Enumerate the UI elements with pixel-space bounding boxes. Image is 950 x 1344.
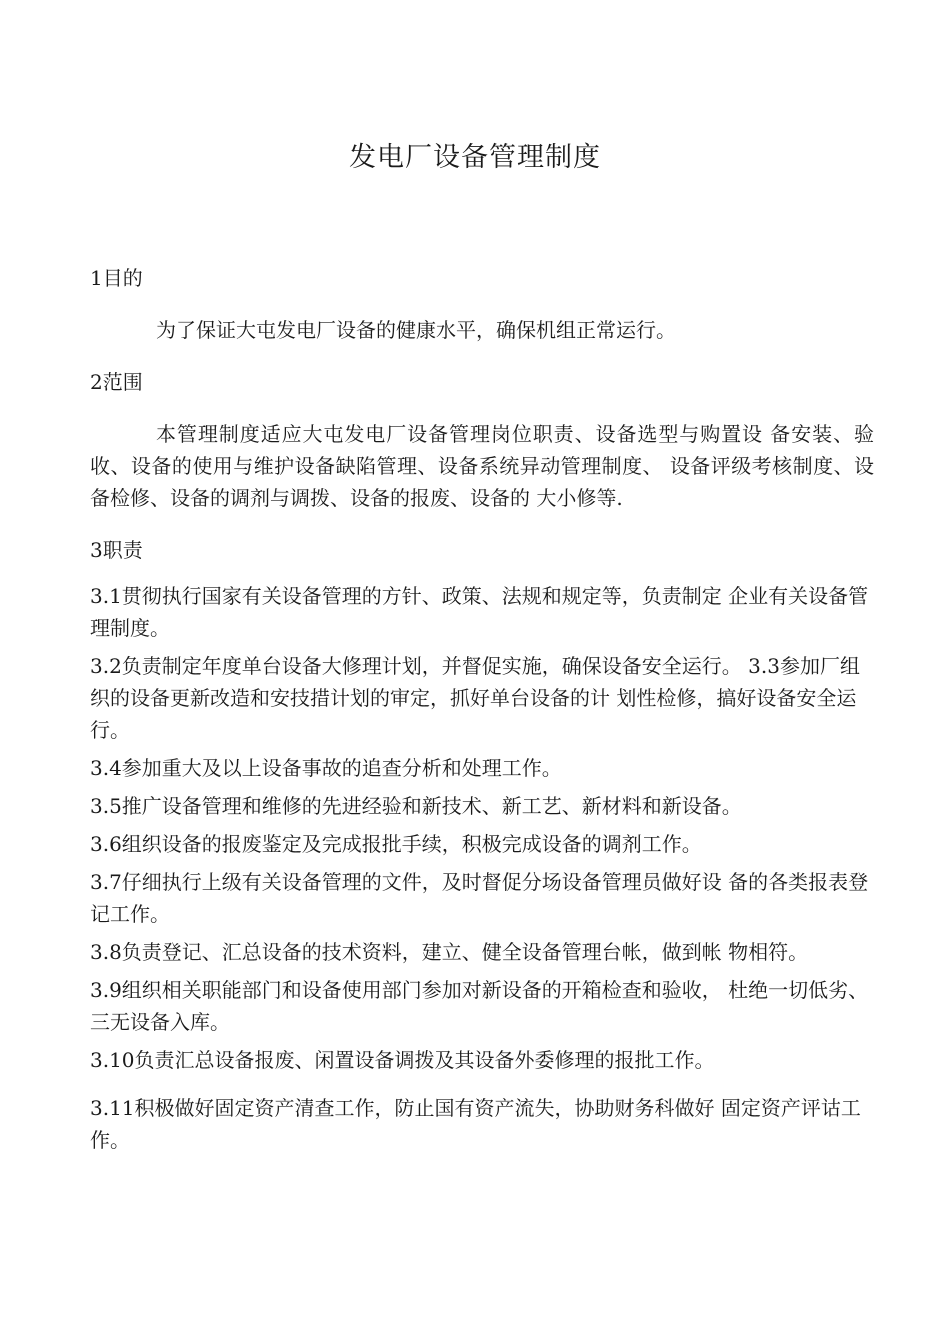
duty-item-3-4: 3.4参加重大及以上设备事故的追查分析和处理工作。 [90, 756, 562, 780]
section-heading-scope: 2范围 [90, 370, 143, 394]
section-text-purpose: 为了保证大屯发电厂设备的健康水平，确保机组正常运行。 [156, 318, 676, 342]
duty-item-3-11: 3.11积极做好固定资产清查工作，防止国有资产流失，协助财务科做好 固定资产评诂工作。 [90, 1096, 861, 1152]
section-text-scope: 本管理制度适应大屯发电厂设备管理岗位职责、设备选型与购置设 备安装、验收、设备的使用与维护设备缺陷管理、设备系统异动管理制度、 设备评级考核制度、设备检修、设备的调剂与调拨、设备的报废、设备的 大小修等. [90, 422, 874, 510]
duty-item-3-6: 3.6组织设备的报废鉴定及完成报批手续，积极完成设备的调剂工作。 [90, 832, 702, 856]
duty-item-3-7: 3.7仔细执行上级有关设备管理的文件，及时督促分场设备管理员做好设 备的各类报表登记工作。 [90, 870, 869, 926]
document-title: 发电厂设备管理制度 [349, 142, 601, 173]
document-body [90, 262, 874, 1162]
section-heading-purpose: 1目的 [90, 266, 143, 290]
duty-item-3-1: 3.1贯彻执行国家有关设备管理的方针、政策、法规和规定等，负责制定 企业有关设备管理制度。 [90, 584, 869, 640]
section-heading-duties: 3职责 [90, 538, 143, 562]
duty-item-3-8: 3.8负责登记、汇总设备的技术资料，建立、健全设备管理台帐，做到帐 物相符。 [90, 940, 809, 964]
duty-item-3-9: 3.9组织相关职能部门和设备使用部门参加对新设备的开箱检查和验收， 杜绝一切低劣、三无设备入库。 [90, 978, 869, 1034]
duty-item-3-5: 3.5推广设备管理和维修的先进经验和新技术、新工艺、新材料和新设备。 [90, 794, 742, 818]
duty-item-3-2: 3.2负责制定年度单台设备大修理计划，并督促实施，确保设备安全运行。 3.3参加厂组织的设备更新改造和安技措计划的审定，抓好单台设备的计 划性检修，搞好设备安全运行。 [90, 654, 860, 742]
duty-item-3-10: 3.10负责汇总设备报废、闲置设备调拨及其设备外委修理的报批工作。 [90, 1048, 715, 1072]
